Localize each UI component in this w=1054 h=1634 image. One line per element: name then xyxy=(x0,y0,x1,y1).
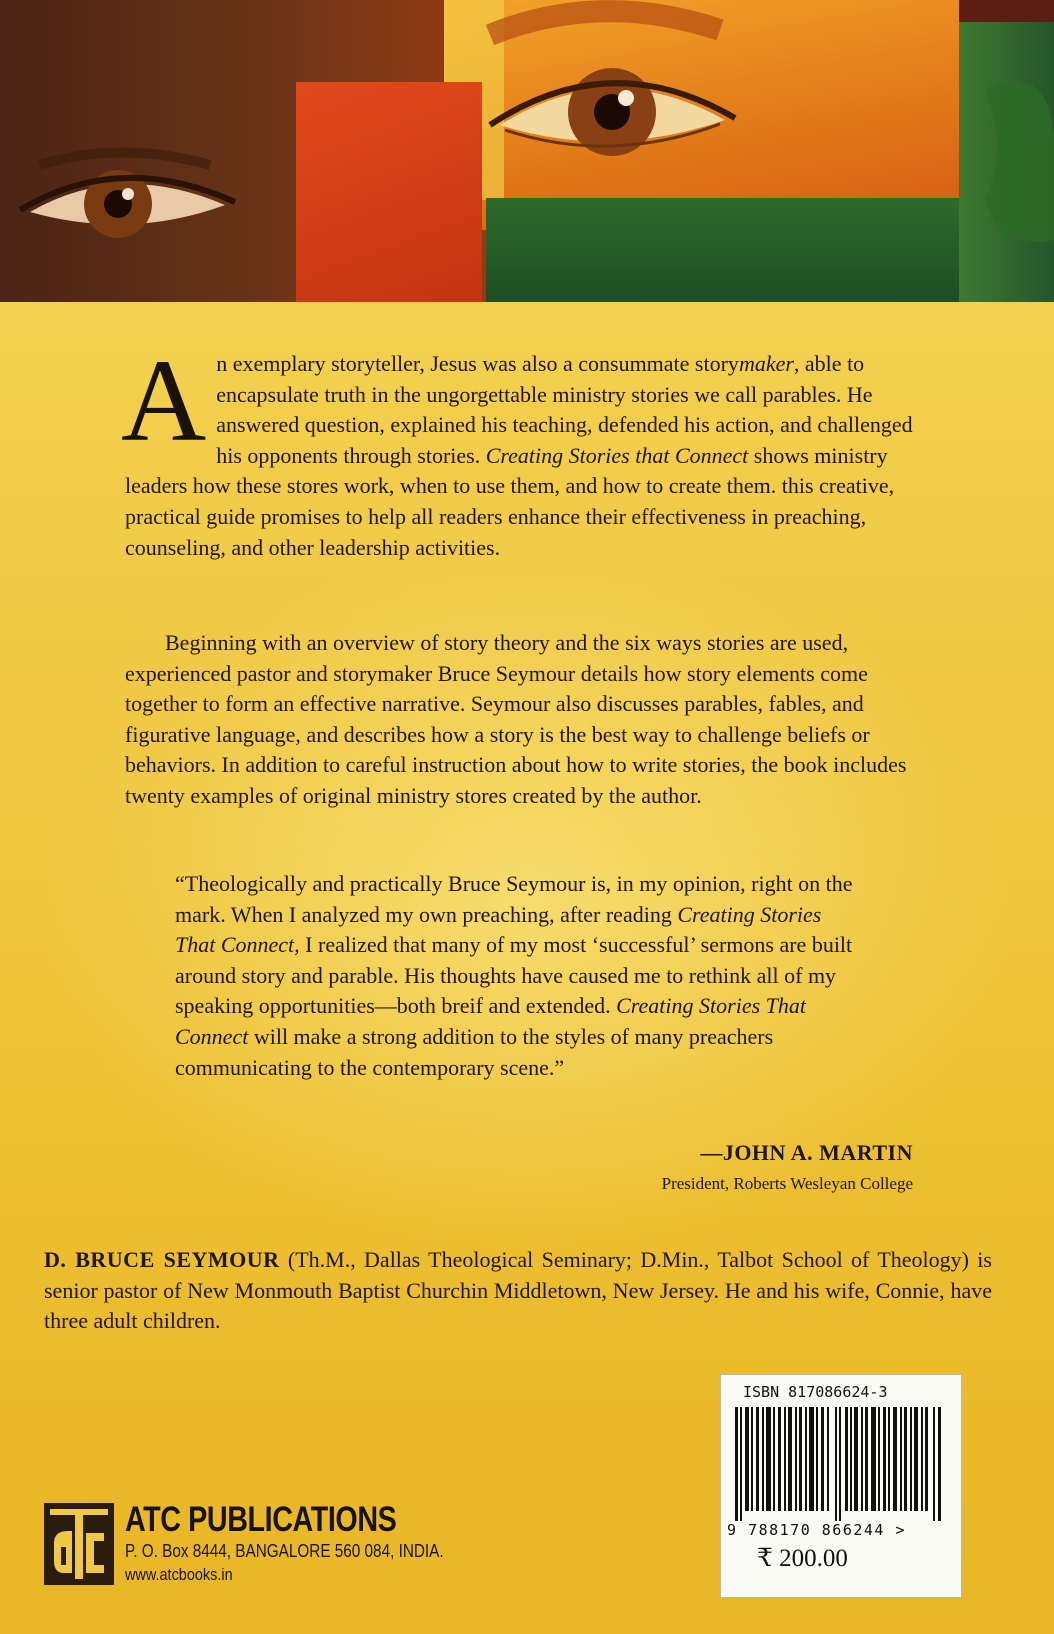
endorser-role: President, Roberts Wesleyan College xyxy=(661,1174,913,1193)
isbn-label: ISBN 817086624-3 xyxy=(743,1383,888,1401)
quote-text-c: will make a strong addition to the styles of many preachers communicating to the contemporary scene.” xyxy=(175,1023,774,1080)
p1-book-title: Creating Stories that Connect xyxy=(485,442,749,468)
p1-emphasis: maker xyxy=(738,351,794,376)
description-paragraph-2: Beginning with an overview of story theory and the six ways stories are used, experienced pastor and storymaker Bruce Seymour details how story elements come together to form an effective narrative. Seymour also discusses parables, fables, and figurative language, and describes how a story is the best way to challenge beliefs or behaviors. In addition to careful instruction about how to write stories, the book includes twenty examples of original ministry stores created by the author. xyxy=(125,630,907,808)
quote-title-1: Creating Stories That Connect, xyxy=(175,901,822,958)
endorsement-quote xyxy=(175,869,855,1083)
quote-title-2: Creating Stories That Connect xyxy=(175,993,806,1049)
barcode-icon xyxy=(735,1407,947,1521)
publisher-website[interactable]: www.atcbooks.in xyxy=(125,1565,233,1584)
ean-digits: 9 788170 866244 > xyxy=(727,1521,907,1539)
author-name: D. BRUCE SEYMOUR xyxy=(44,1247,280,1272)
publisher-name: ATC PUBLICATIONS xyxy=(125,1500,397,1539)
description-paragraph-1 xyxy=(121,335,920,563)
quote-text-b: I realized that many of my most ‘successful’ sermons are built around story and parable. His thoughts have caused me to rethink all of my speaking opportunities—both breif and extended. xyxy=(175,932,853,1019)
author-bio-text: (Th.M., Dallas Theological Seminary; D.Min., Talbot School of Theology) is senior pastor of New Monmouth Baptist Churchin Middletown, New Jersey. He and his wife, Connie, have three adult children. xyxy=(44,1247,992,1334)
p1-text-c: shows ministry leaders how these stores work, when to use them, and how to create them. this creative, practical guide promises to help all readers enhance their effectiveness in preaching, counseling, and other leadership activities. xyxy=(125,442,895,560)
p1-text-b: , able to encapsulate truth in the ungorgettable ministry stories we call parables. He answered question, explained his teaching, defended his action, and challenged his opponents through stories. xyxy=(216,351,913,468)
quote-text-a: “Theologically and practically Bruce Seymour is, in my opinion, right on the mark. When I analyzed my own preaching, after reading xyxy=(175,871,853,927)
endorser-name: —JOHN A. MARTIN xyxy=(700,1140,913,1165)
p1-text-a: n exemplary storyteller, Jesus was also a consummate story xyxy=(216,351,739,376)
cover-artwork xyxy=(0,0,1054,302)
artwork-eyes xyxy=(0,0,1054,302)
drop-cap: A xyxy=(121,335,207,466)
price-label: ₹ 200.00 xyxy=(757,1545,848,1572)
publisher-address: P. O. Box 8444, BANGALORE 560 084, INDIA. xyxy=(125,1541,444,1561)
svg-text:atc: atc xyxy=(79,1583,81,1584)
atc-logo-icon xyxy=(44,1503,114,1585)
barcode-box xyxy=(720,1374,962,1598)
author-bio xyxy=(44,1245,992,1337)
